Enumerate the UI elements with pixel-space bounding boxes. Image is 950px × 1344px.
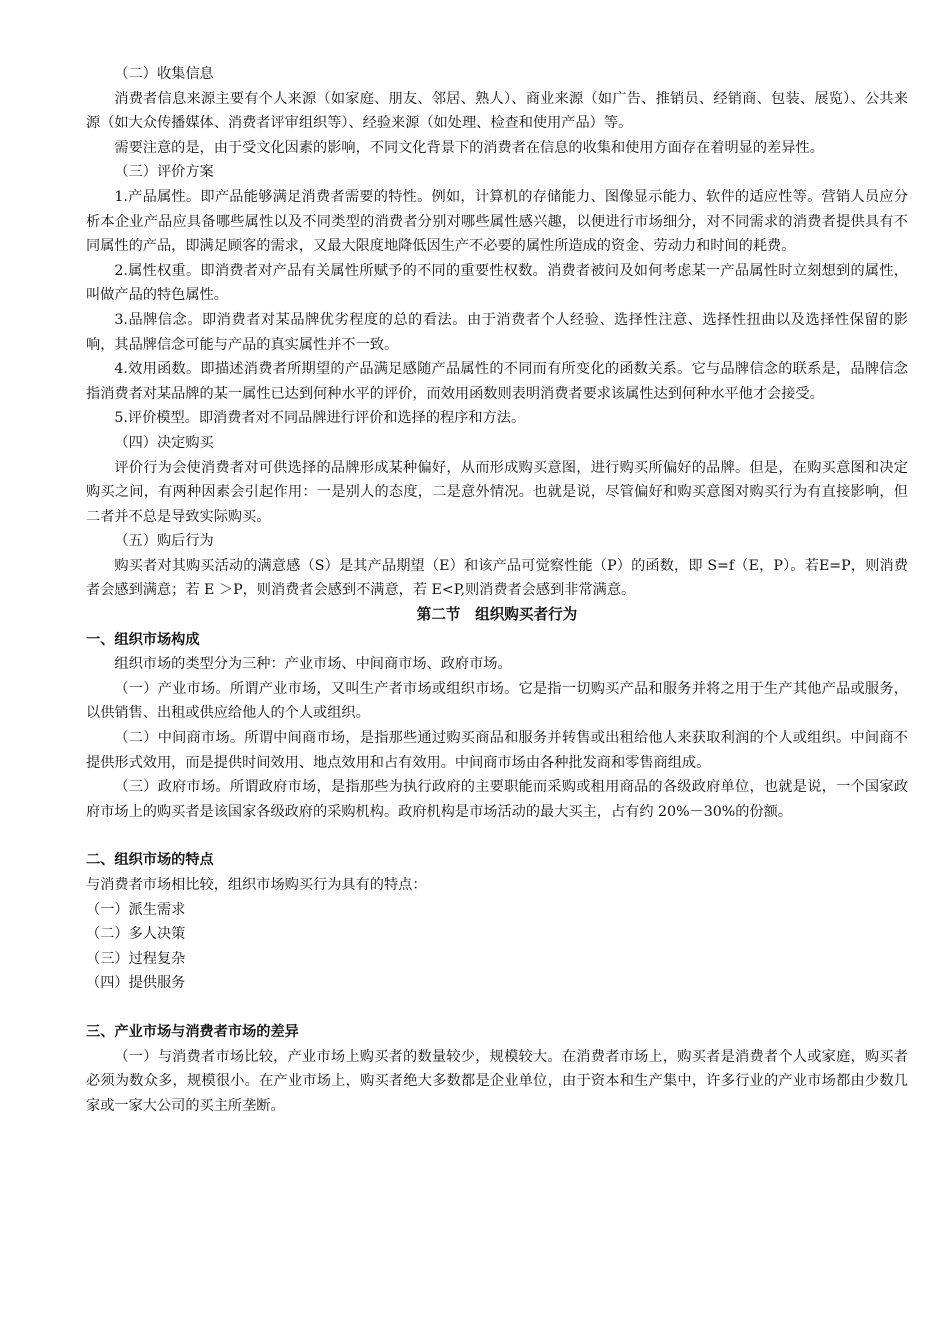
paragraph-org-market-types: 组织市场的类型分为三种：产业市场、中间商市场、政府市场。 [114, 656, 512, 673]
document-page [86, 62, 908, 1118]
list-item: （三）过程复杂 [86, 950, 186, 967]
list-item: （四）提供服务 [86, 975, 186, 992]
spacer [86, 996, 908, 1020]
list-item: （一）派生需求 [86, 901, 186, 918]
paragraph-features-intro: 与消费者市场相比较，组织市场购买行为具有的特点： [86, 877, 427, 893]
paragraph-industrial-market: （一）产业市场。所谓产业市场，又叫生产者市场或组织市场。它是指一切购买产品和服务并将之用于生产其他产品或服务，以供销售、出租或供应给他人的个人或组织。 [86, 680, 908, 722]
paragraph-government-market: （三）政府市场。所谓政府市场，是指那些为执行政府的主要职能而采购或租用商品的各级政府单位，也就是说，一个国家政府市场上的购买者是该国家各级政府的采购机构。政府机构是市场活动的最大买主，占有约 20%－30%的份额。 [86, 779, 908, 820]
subheading-evaluate: （三）评价方案 [114, 164, 214, 181]
item-utility-function: 4.效用函数。即描述消费者所期望的产品满足感随产品属性的不同而有所变化的函数关系。它与品牌信念的联系是，品牌信念指消费者对某品牌的某一属性已达到何种水平的评价，而效用函数则表明消费者要求该属性达到何种水平他才会接受。 [86, 361, 908, 402]
heading-org-market-composition: 一、组织市场构成 [86, 631, 200, 648]
paragraph-reseller-market: （二）中间商市场。所谓中间商市场，是指那些通过购买商品和服务并转售或出租给他人来获取利润的个人或组织。中间商不提供形式效用，而是提供时间效用、地点效用和占有效用。中间商市场由各种批发商和零售商组成。 [86, 730, 908, 771]
subheading-post-purchase: （五）购后行为 [114, 533, 214, 550]
item-attribute-weight: 2.属性权重。即消费者对产品有关属性所赋予的不同的重要性权数。消费者被问及如何考虑某一产品属性时立刻想到的属性，叫做产品的特色属性。 [86, 262, 908, 304]
paragraph-culture-note: 需要注意的是，由于受文化因素的影响，不同文化背景下的消费者在信息的收集和使用方面存在着明显的差异性。 [114, 139, 824, 156]
list-item: （二）多人决策 [86, 926, 186, 943]
paragraph-decide-purchase: 评价行为会使消费者对可供选择的品牌形成某种偏好，从而形成购买意图，进行购买所偏好的品牌。但是，在购买意图和决定购买之间，有两种因素会引起作用：一是别人的态度，二是意外情况。也就是说，尽管偏好和购买意图对购买行为有直接影响，但二者并不总是导致实际购买。 [86, 459, 908, 525]
subheading-collect-info: （二）收集信息 [114, 66, 214, 82]
paragraph-buyer-count: （一）与消费者市场比较，产业市场上购买者的数量较少，规模较大。在消费者市场上，购买者是消费者个人或家庭，购买者必须为数众多，规模很小。在产业市场上，购买者绝大多数都是企业单位，由于资本和生产集中，许多行业的产业市场都由少数几家或一家大公司的买主所垄断。 [86, 1048, 908, 1114]
spacer [86, 824, 908, 848]
subheading-decide-purchase: （四）决定购买 [114, 434, 214, 451]
item-evaluation-model: 5.评价模型。即消费者对不同品牌进行评价和选择的程序和方法。 [114, 410, 526, 427]
heading-market-differences: 三、产业市场与消费者市场的差异 [86, 1023, 299, 1040]
paragraph-post-purchase: 购买者对其购买活动的满意感（S）是其产品期望（E）和该产品可觉察性能（P）的函数，即 S=f（E，P）。若E=P，则消费者会感到满意；若 E ＞P，则消费者会感到不满意，若 E<P,则消费者会感到非常满意。 [86, 557, 908, 599]
item-brand-belief: 3.品牌信念。即消费者对某品牌优劣程度的总的看法。由于消费者个人经验、选择性注意、选择性扭曲以及选择性保留的影响，其品牌信念可能与产品的真实属性并不一致。 [86, 311, 908, 353]
heading-org-market-features: 二、组织市场的特点 [86, 852, 214, 869]
item-product-attributes: 1.产品属性。即产品能够满足消费者需要的特性。例如，计算机的存储能力、图像显示能力、软件的适应性等。营销人员应分析本企业产品应具备哪些属性以及不同类型的消费者分别对哪些属性感兴趣，以便进行市场细分，对不同需求的消费者提供具有不同属性的产品，即满足顾客的需求，又最大限度地降低因生产不必要的属性所造成的资金、劳动力和时间的耗费。 [86, 188, 908, 255]
paragraph-info-sources: 消费者信息来源主要有个人来源（如家庭、朋友、邻居、熟人）、商业来源（如广告、推销员、经销商、包装、展览）、公共来源（如大众传播媒体、消费者评审组织等）、经验来源（如处理、检查和使用产品）等。 [86, 90, 908, 132]
section-title: 第二节 组织购买者行为 [416, 606, 578, 624]
